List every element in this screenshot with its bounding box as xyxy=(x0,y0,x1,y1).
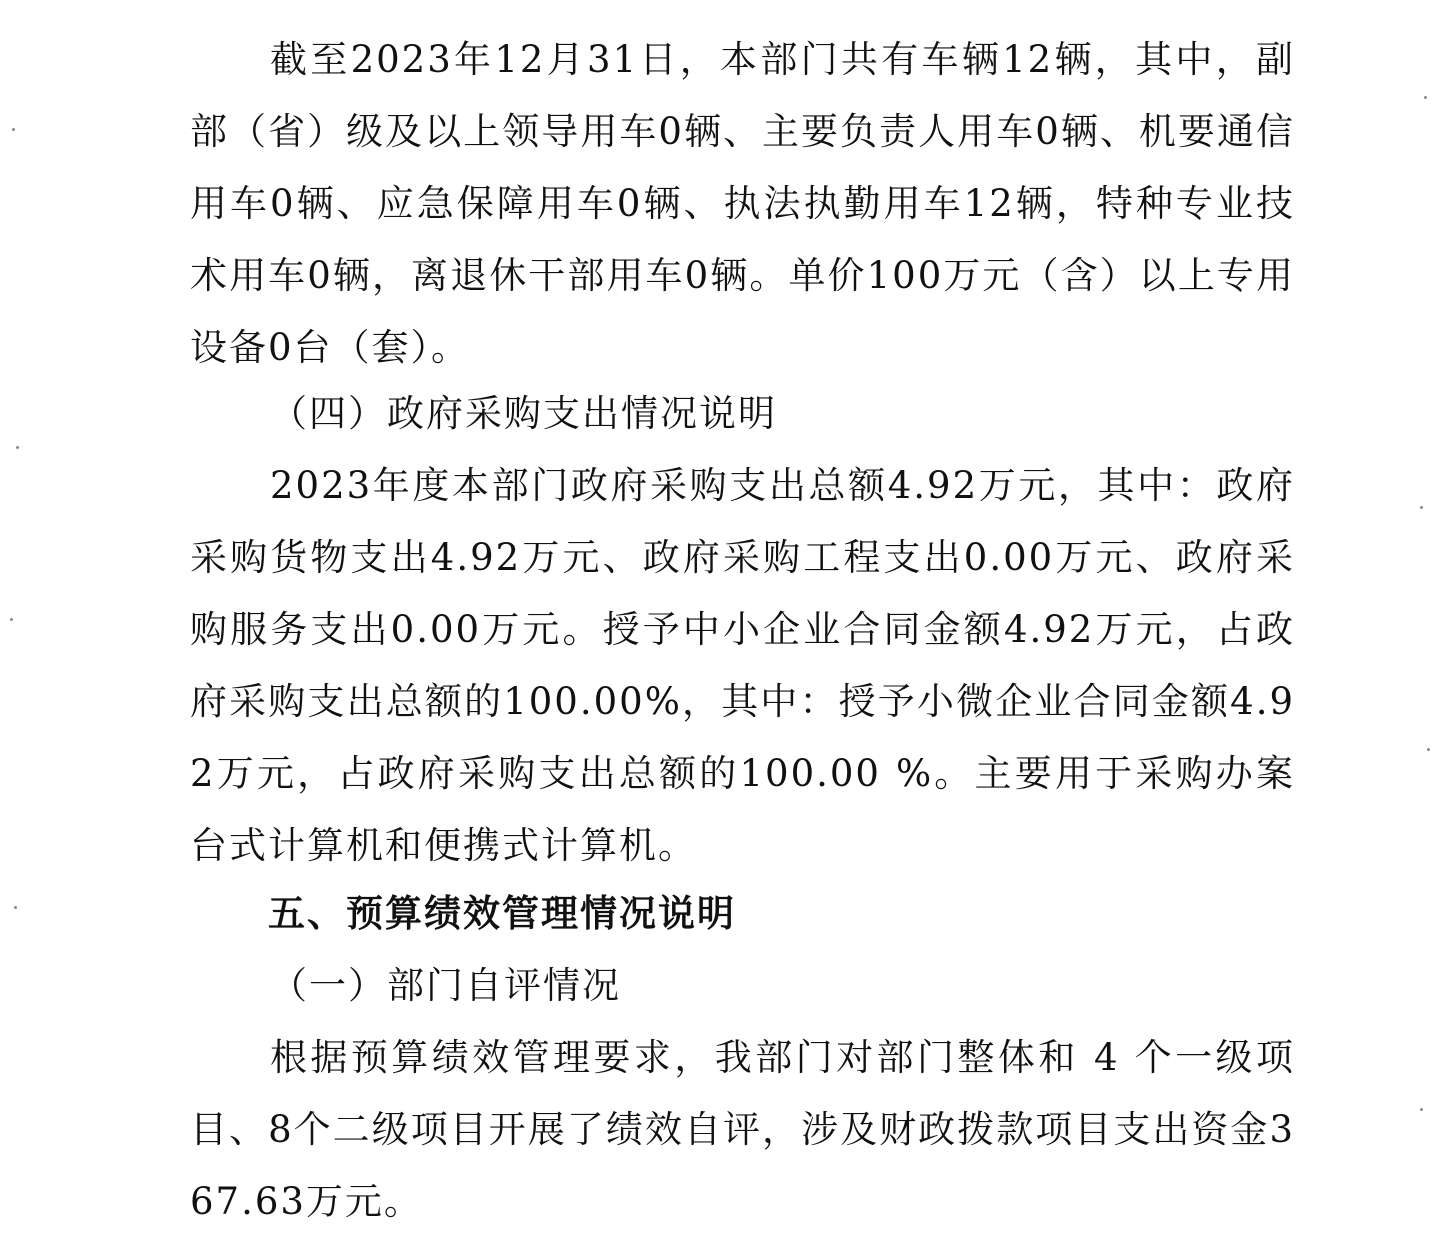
heading-section-five: 五、预算绩效管理情况说明 xyxy=(268,892,736,935)
paragraph-self-evaluation: 根据预算绩效管理要求，我部门对部门整体和 4 个一级项目、8个二级项目开展了绩效自评，涉及财政拨款项目支出资金367.63万元。 xyxy=(190,1036,1295,1223)
scan-speck xyxy=(1420,1108,1423,1111)
scan-speck xyxy=(1420,506,1423,509)
scan-speck xyxy=(14,906,17,909)
paragraph-vehicles: 截至2023年12月31日，本部门共有车辆12辆，其中，副部（省）级及以上领导用车0辆、主要负责人用车0辆、机要通信用车0辆、应急保障用车0辆、执法执勤用车12辆，特种专业技术用车0辆，离退休干部用车0辆。单价100万元（含）以上专用设备0台（套）。 xyxy=(190,38,1295,369)
scan-speck xyxy=(12,128,15,131)
heading-self-evaluation: （一）部门自评情况 xyxy=(270,964,621,1007)
heading-procurement: （四）政府采购支出情况说明 xyxy=(270,392,777,435)
scan-speck xyxy=(16,446,19,449)
scan-speck xyxy=(10,618,13,621)
paragraph-procurement: 2023年度本部门政府采购支出总额4.92万元，其中：政府采购货物支出4.92万元、政府采购工程支出0.00万元、政府采购服务支出0.00万元。授予中小企业合同金额4.92万元，占政府采购支出总额的100.00%，其中：授予小微企业合同金额4.92万元，占政府采购支出总额的100.00 %。主要用于采购办案台式计算机和便携式计算机。 xyxy=(190,464,1295,867)
scan-speck xyxy=(1424,96,1427,99)
scan-speck xyxy=(1427,748,1430,751)
